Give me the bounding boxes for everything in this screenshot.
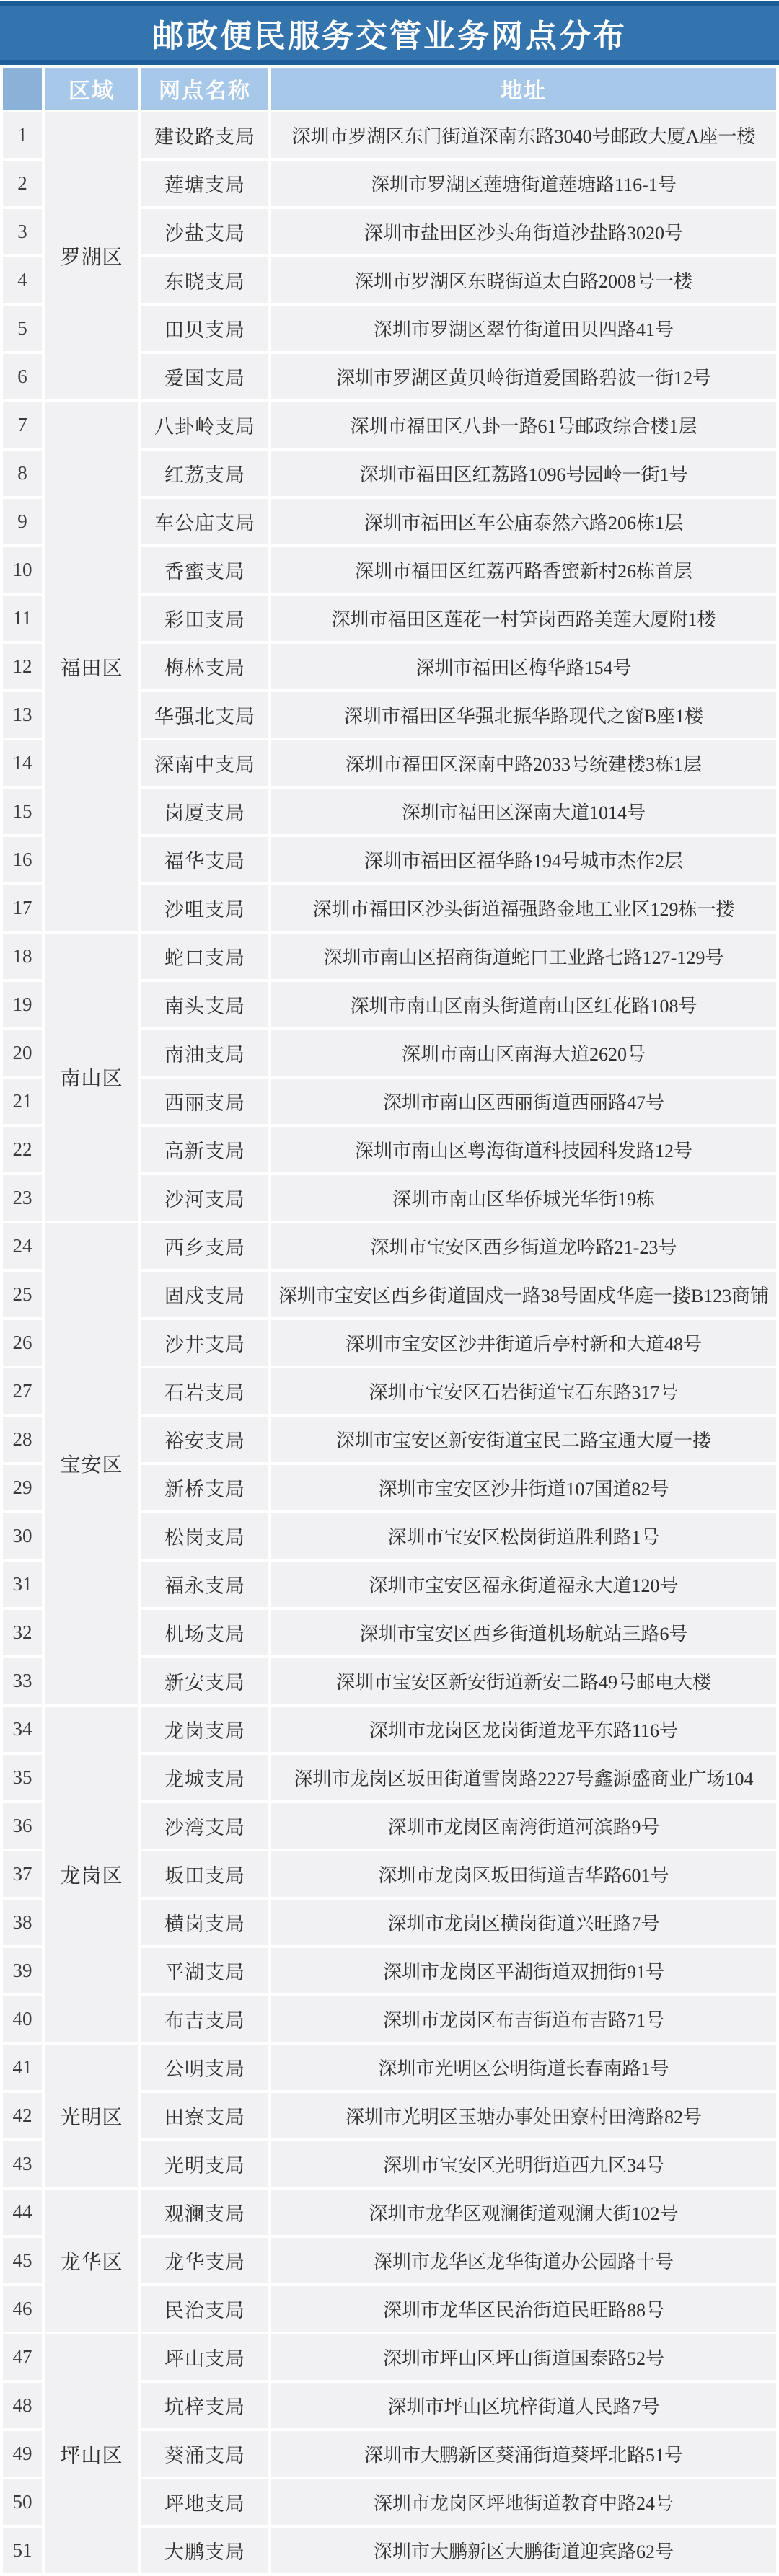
branch-name-cell: 南头支局 <box>141 982 268 1027</box>
branch-name-cell: 沙湾支局 <box>141 1803 268 1849</box>
address-cell: 深圳市福田区福华路194号城市杰作2层 <box>271 837 776 882</box>
address-cell: 深圳市大鹏新区葵涌街道葵坪北路51号 <box>271 2431 776 2477</box>
row-index-cell: 28 <box>3 1417 42 1462</box>
branch-name-cell: 蛇口支局 <box>141 934 268 979</box>
row-index-cell: 26 <box>3 1320 42 1366</box>
table-row <box>3 1707 776 1752</box>
table-row <box>3 112 776 158</box>
row-index-cell: 30 <box>3 1513 42 1559</box>
row-index-cell: 11 <box>3 596 42 641</box>
branch-name-cell: 光明支局 <box>141 2141 268 2187</box>
address-cell: 深圳市龙岗区布吉街道布吉路71号 <box>271 1996 776 2042</box>
address-cell: 深圳市龙岗区坂田街道吉华路601号 <box>271 1851 776 1897</box>
row-index-cell: 15 <box>3 789 42 834</box>
region-cell: 宝安区 <box>45 1223 138 1704</box>
header-address: 地址 <box>271 68 776 110</box>
row-index-cell: 33 <box>3 1658 42 1704</box>
branch-name-cell: 坂田支局 <box>141 1851 268 1897</box>
row-index-cell: 35 <box>3 1755 42 1800</box>
address-cell: 深圳市龙岗区坂田街道雪岗路2227号鑫源盛商业广场104 <box>271 1755 776 1800</box>
branch-name-cell: 西乡支局 <box>141 1223 268 1269</box>
row-index-cell: 51 <box>3 2528 42 2573</box>
branch-name-cell: 八卦岭支局 <box>141 402 268 448</box>
address-cell: 深圳市龙岗区横岗街道兴旺路7号 <box>271 1900 776 1945</box>
row-index-cell: 16 <box>3 837 42 882</box>
row-index-cell: 48 <box>3 2383 42 2428</box>
row-index-cell: 24 <box>3 1223 42 1269</box>
row-index-cell: 20 <box>3 1030 42 1076</box>
address-cell: 深圳市坪山区坪山街道国泰路52号 <box>271 2334 776 2380</box>
branch-name-cell: 新桥支局 <box>141 1465 268 1510</box>
address-cell: 深圳市龙岗区坪地街道教育中路24号 <box>271 2479 776 2525</box>
address-cell: 深圳市大鹏新区大鹏街道迎宾路62号 <box>271 2528 776 2573</box>
row-index-cell: 29 <box>3 1465 42 1510</box>
branch-name-cell: 福永支局 <box>141 1562 268 1607</box>
address-cell: 深圳市龙华区龙华街道办公园路十号 <box>271 2238 776 2283</box>
row-index-cell: 17 <box>3 885 42 931</box>
row-index-cell: 21 <box>3 1079 42 1124</box>
row-index-cell: 8 <box>3 451 42 496</box>
row-index-cell: 9 <box>3 499 42 544</box>
address-cell: 深圳市福田区华强北振华路现代之窗B座1楼 <box>271 692 776 738</box>
row-index-cell: 10 <box>3 547 42 593</box>
address-cell: 深圳市罗湖区东门街道深南东路3040号邮政大厦A座一楼 <box>271 112 776 158</box>
branch-name-cell: 西丽支局 <box>141 1079 268 1124</box>
address-cell: 深圳市宝安区西乡街道固戍一路38号固戍华庭一搂B123商铺 <box>271 1272 776 1317</box>
branch-name-cell: 龙城支局 <box>141 1755 268 1800</box>
row-index-cell: 39 <box>3 1948 42 1993</box>
row-index-cell: 37 <box>3 1851 42 1897</box>
branch-name-cell: 高新支局 <box>141 1127 268 1172</box>
branch-name-cell: 机场支局 <box>141 1610 268 1655</box>
address-cell: 深圳市福田区深南中路2033号统建楼3栋1层 <box>271 740 776 786</box>
branch-name-cell: 建设路支局 <box>141 112 268 158</box>
address-cell: 深圳市宝安区沙井街道后亭村新和大道48号 <box>271 1320 776 1366</box>
branch-name-cell: 裕安支局 <box>141 1417 268 1462</box>
address-cell: 深圳市光明区公明街道长春南路1号 <box>271 2045 776 2090</box>
header-row <box>3 68 776 110</box>
table-row <box>3 2045 776 2090</box>
branch-name-cell: 新安支局 <box>141 1658 268 1704</box>
row-index-cell: 12 <box>3 644 42 689</box>
branch-name-cell: 红荔支局 <box>141 451 268 496</box>
region-cell: 福田区 <box>45 402 138 931</box>
region-cell: 南山区 <box>45 934 138 1221</box>
branch-name-cell: 布吉支局 <box>141 1996 268 2042</box>
region-cell: 坪山区 <box>45 2334 138 2573</box>
branch-name-cell: 葵涌支局 <box>141 2431 268 2477</box>
branch-name-cell: 坪山支局 <box>141 2334 268 2380</box>
row-index-cell: 3 <box>3 209 42 254</box>
row-index-cell: 47 <box>3 2334 42 2380</box>
address-cell: 深圳市福田区莲花一村笋岗西路美莲大厦附1楼 <box>271 596 776 641</box>
branch-name-cell: 坑梓支局 <box>141 2383 268 2428</box>
branch-name-cell: 田贝支局 <box>141 306 268 351</box>
address-cell: 深圳市宝安区西乡街道机场航站三路6号 <box>271 1610 776 1655</box>
branch-name-cell: 公明支局 <box>141 2045 268 2090</box>
branch-name-cell: 民治支局 <box>141 2286 268 2332</box>
address-cell: 深圳市罗湖区莲塘街道莲塘路116-1号 <box>271 161 776 206</box>
branch-name-cell: 车公庙支局 <box>141 499 268 544</box>
branch-name-cell: 平湖支局 <box>141 1948 268 1993</box>
row-index-cell: 46 <box>3 2286 42 2332</box>
address-cell: 深圳市龙岗区平湖街道双拥街91号 <box>271 1948 776 1993</box>
row-index-cell: 43 <box>3 2141 42 2187</box>
row-index-cell: 18 <box>3 934 42 979</box>
address-cell: 深圳市宝安区西乡街道龙吟路21-23号 <box>271 1223 776 1269</box>
branch-name-cell: 大鹏支局 <box>141 2528 268 2573</box>
branch-name-cell: 东晓支局 <box>141 257 268 303</box>
row-index-cell: 23 <box>3 1175 42 1221</box>
branch-name-cell: 沙河支局 <box>141 1175 268 1221</box>
branch-name-cell: 莲塘支局 <box>141 161 268 206</box>
region-cell: 罗湖区 <box>45 112 138 399</box>
row-index-cell: 19 <box>3 982 42 1027</box>
address-cell: 深圳市罗湖区东晓街道太白路2008号一楼 <box>271 257 776 303</box>
address-cell: 深圳市宝安区新安街道宝民二路宝通大厦一搂 <box>271 1417 776 1462</box>
branch-name-cell: 观澜支局 <box>141 2190 268 2235</box>
table-body <box>3 112 776 2573</box>
branch-name-cell: 香蜜支局 <box>141 547 268 593</box>
branch-name-cell: 梅林支局 <box>141 644 268 689</box>
branch-name-cell: 沙井支局 <box>141 1320 268 1366</box>
row-index-cell: 1 <box>3 112 42 158</box>
row-index-cell: 34 <box>3 1707 42 1752</box>
row-index-cell: 2 <box>3 161 42 206</box>
region-cell: 光明区 <box>45 2045 138 2187</box>
address-cell: 深圳市福田区八卦一路61号邮政综合楼1层 <box>271 402 776 448</box>
row-index-cell: 42 <box>3 2093 42 2138</box>
row-index-cell: 5 <box>3 306 42 351</box>
address-cell: 深圳市宝安区沙井街道107国道82号 <box>271 1465 776 1510</box>
address-cell: 深圳市宝安区松岗街道胜利路1号 <box>271 1513 776 1559</box>
row-index-cell: 45 <box>3 2238 42 2283</box>
address-cell: 深圳市福田区梅华路154号 <box>271 644 776 689</box>
address-cell: 深圳市罗湖区翠竹街道田贝四路41号 <box>271 306 776 351</box>
row-index-cell: 31 <box>3 1562 42 1607</box>
table-row <box>3 1223 776 1269</box>
page-title <box>0 1 779 65</box>
row-index-cell: 14 <box>3 740 42 786</box>
branch-name-cell: 田寮支局 <box>141 2093 268 2138</box>
branch-name-cell: 福华支局 <box>141 837 268 882</box>
address-cell: 深圳市南山区招商街道蛇口工业路七路127-129号 <box>271 934 776 979</box>
branch-name-cell: 龙岗支局 <box>141 1707 268 1752</box>
row-index-cell: 25 <box>3 1272 42 1317</box>
address-cell: 深圳市南山区粤海街道科技园科发路12号 <box>271 1127 776 1172</box>
row-index-cell: 6 <box>3 354 42 399</box>
address-cell: 深圳市坪山区坑梓街道人民路7号 <box>271 2383 776 2428</box>
row-index-cell: 40 <box>3 1996 42 2042</box>
address-cell: 深圳市罗湖区黄贝岭街道爱国路碧波一街12号 <box>271 354 776 399</box>
table-row <box>3 2334 776 2380</box>
branch-name-cell: 沙盐支局 <box>141 209 268 254</box>
header-region: 区域 <box>45 68 138 110</box>
address-cell: 深圳市南山区南海大道2620号 <box>271 1030 776 1076</box>
address-cell: 深圳市南山区南头街道南山区红花路108号 <box>271 982 776 1027</box>
row-index-cell: 7 <box>3 402 42 448</box>
branch-name-cell: 松岗支局 <box>141 1513 268 1559</box>
branch-name-cell: 固戍支局 <box>141 1272 268 1317</box>
address-cell: 深圳市福田区红荔路1096号园岭一街1号 <box>271 451 776 496</box>
header-name: 网点名称 <box>141 68 268 110</box>
row-index-cell: 4 <box>3 257 42 303</box>
address-cell: 深圳市宝安区石岩街道宝石东路317号 <box>271 1368 776 1414</box>
table-row <box>3 402 776 448</box>
address-cell: 深圳市宝安区福永街道福永大道120号 <box>271 1562 776 1607</box>
branch-name-cell: 龙华支局 <box>141 2238 268 2283</box>
branch-name-cell: 坪地支局 <box>141 2479 268 2525</box>
region-cell: 龙华区 <box>45 2190 138 2332</box>
address-cell: 深圳市福田区沙头街道福强路金地工业区129栋一搂 <box>271 885 776 931</box>
row-index-cell: 36 <box>3 1803 42 1849</box>
row-index-cell: 27 <box>3 1368 42 1414</box>
address-cell: 深圳市龙岗区龙岗街道龙平东路116号 <box>271 1707 776 1752</box>
address-cell: 深圳市龙岗区南湾街道河滨路9号 <box>271 1803 776 1849</box>
address-cell: 深圳市南山区西丽街道西丽路47号 <box>271 1079 776 1124</box>
table-row <box>3 934 776 979</box>
address-cell: 深圳市南山区华侨城光华街19栋 <box>271 1175 776 1221</box>
address-cell: 深圳市宝安区新安街道新安二路49号邮电大楼 <box>271 1658 776 1704</box>
branch-distribution-table <box>0 65 779 2576</box>
branch-name-cell: 华强北支局 <box>141 692 268 738</box>
branch-name-cell: 深南中支局 <box>141 740 268 786</box>
row-index-cell: 50 <box>3 2479 42 2525</box>
address-cell: 深圳市盐田区沙头角街道沙盐路3020号 <box>271 209 776 254</box>
branch-name-cell: 岗厦支局 <box>141 789 268 834</box>
address-cell: 深圳市福田区车公庙泰然六路206栋1层 <box>271 499 776 544</box>
region-cell: 龙岗区 <box>45 1707 138 2042</box>
address-cell: 深圳市宝安区光明街道西九区34号 <box>271 2141 776 2187</box>
row-index-cell: 22 <box>3 1127 42 1172</box>
branch-name-cell: 沙咀支局 <box>141 885 268 931</box>
row-index-cell: 32 <box>3 1610 42 1655</box>
address-cell: 深圳市福田区深南大道1014号 <box>271 789 776 834</box>
address-cell: 深圳市龙华区观澜街道观澜大街102号 <box>271 2190 776 2235</box>
address-cell: 深圳市光明区玉塘办事处田寮村田湾路82号 <box>271 2093 776 2138</box>
branch-name-cell: 彩田支局 <box>141 596 268 641</box>
row-index-cell: 38 <box>3 1900 42 1945</box>
branch-name-cell: 石岩支局 <box>141 1368 268 1414</box>
address-cell: 深圳市福田区红荔西路香蜜新村26栋首层 <box>271 547 776 593</box>
table-row <box>3 2190 776 2235</box>
branch-name-cell: 南油支局 <box>141 1030 268 1076</box>
row-index-cell: 41 <box>3 2045 42 2090</box>
header-index <box>3 68 42 110</box>
address-cell: 深圳市龙华区民治街道民旺路88号 <box>271 2286 776 2332</box>
row-index-cell: 49 <box>3 2431 42 2477</box>
branch-name-cell: 横岗支局 <box>141 1900 268 1945</box>
row-index-cell: 44 <box>3 2190 42 2235</box>
branch-name-cell: 爱国支局 <box>141 354 268 399</box>
row-index-cell: 13 <box>3 692 42 738</box>
page-title-text: 邮政便民服务交管业务网点分布 <box>152 19 627 54</box>
